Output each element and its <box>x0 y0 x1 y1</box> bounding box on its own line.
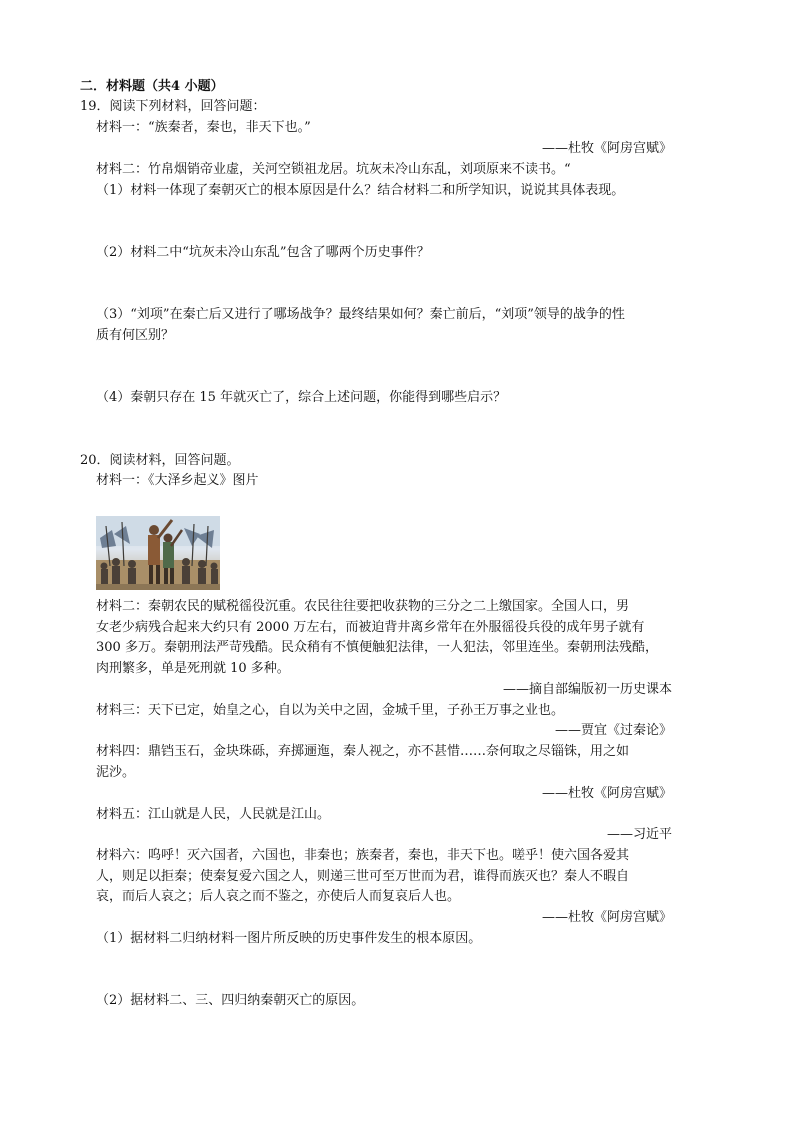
q20-material-4-line-2: 泥沙。 <box>96 765 136 780</box>
q19-material-1-source: ——杜牧《阿房宫赋》 <box>541 141 672 156</box>
q20-material-6-line-1: 材料六：呜呼！灭六国者，六国也，非秦也；族秦者，秦也，非天下也。嗟乎！使六国各爱其 <box>96 848 630 863</box>
q20-material-3-source: ——贾宜《过秦论》 <box>554 723 672 738</box>
q20-material-6-line-2: 人，则足以拒秦；使秦复爱六国之人，则递三世可至万世而为君，谁得而族灭也？秦人不暇自 <box>96 869 630 884</box>
q19-subquestion-3-line-2: 质有何区别？ <box>96 328 175 343</box>
q20-material-2-source: ——摘自部编版初一历史课本 <box>502 682 672 697</box>
q19-intro: 19．阅读下列材料，回答问题： <box>80 99 266 114</box>
q20-material-1: 材料一：《大泽乡起义》图片 <box>96 473 259 488</box>
dazexiang-uprising-image <box>96 516 220 590</box>
q20-material-5-source: ——习近平 <box>606 827 672 842</box>
q19-material-2: 材料二：竹帛烟销帝业虚，关河空锁祖龙居。坑灰未冷山东乱，刘项原来不读书。“ <box>96 162 571 177</box>
q19-material-1: 材料一：“族秦者，秦也，非天下也。” <box>96 120 311 135</box>
q20-material-2-line-4: 肉刑繁多，单是死刑就 10 多种。 <box>96 661 290 676</box>
q20-material-2-line-1: 材料二：秦朝农民的赋税徭役沉重。农民往往要把收获物的三分之二上缴国家。全国人口，男 <box>96 599 630 614</box>
q20-subquestion-2: （2）据材料二、三、四归纳秦朝灭亡的原因。 <box>96 993 365 1008</box>
q20-material-3: 材料三：天下已定，始皇之心，自以为关中之固，金城千里，子孙王万事之业也。 <box>96 703 565 718</box>
section-title: 二．材料题（共4 小题） <box>80 79 224 94</box>
q19-subquestion-1: （1）材料一体现了秦朝灭亡的根本原因是什么？结合材料二和所学知识，说说其具体表现。 <box>96 183 625 198</box>
q20-material-4-line-1: 材料四：鼎铛玉石，金块珠砾，弃掷逦迤，秦人视之，亦不甚惜……奈何取之尽锱铢，用之如 <box>96 744 630 759</box>
uprising-illustration <box>96 516 220 590</box>
q20-intro: 20．阅读材料，回答问题。 <box>80 453 240 468</box>
q19-subquestion-2: （2）材料二中“坑灰未冷山东乱”包含了哪两个历史事件？ <box>96 245 430 260</box>
q20-material-4-source: ——杜牧《阿房宫赋》 <box>541 786 672 801</box>
q20-material-6-line-3: 哀，而后人哀之；后人哀之而不鉴之，亦使后人而复哀后人也。 <box>96 889 461 904</box>
q20-subquestion-1: （1）据材料二归纳材料一图片所反映的历史事件发生的根本原因。 <box>96 931 482 946</box>
q20-material-5: 材料五：江山就是人民，人民就是江山。 <box>96 807 331 822</box>
q20-material-2-line-3: 300 多万。秦朝刑法严苛残酷。民众稍有不慎便触犯法律，一人犯法，邻里连坐。秦朝刑法残酷， <box>96 640 658 655</box>
q19-subquestion-4: （4）秦朝只存在 15 年就灭亡了，综合上述问题，你能得到哪些启示？ <box>96 390 507 405</box>
q20-material-2-line-2: 女老少病残合起来大约只有 2000 万左右，而被迫背井离乡常年在外服徭役兵役的成年男子就有 <box>96 620 645 635</box>
q20-material-6-source: ——杜牧《阿房宫赋》 <box>541 910 672 925</box>
q19-subquestion-3-line-1: （3）“刘项”在秦亡后又进行了哪场战争？最终结果如何？秦亡前后，“刘项”领导的战争的性 <box>96 307 625 322</box>
